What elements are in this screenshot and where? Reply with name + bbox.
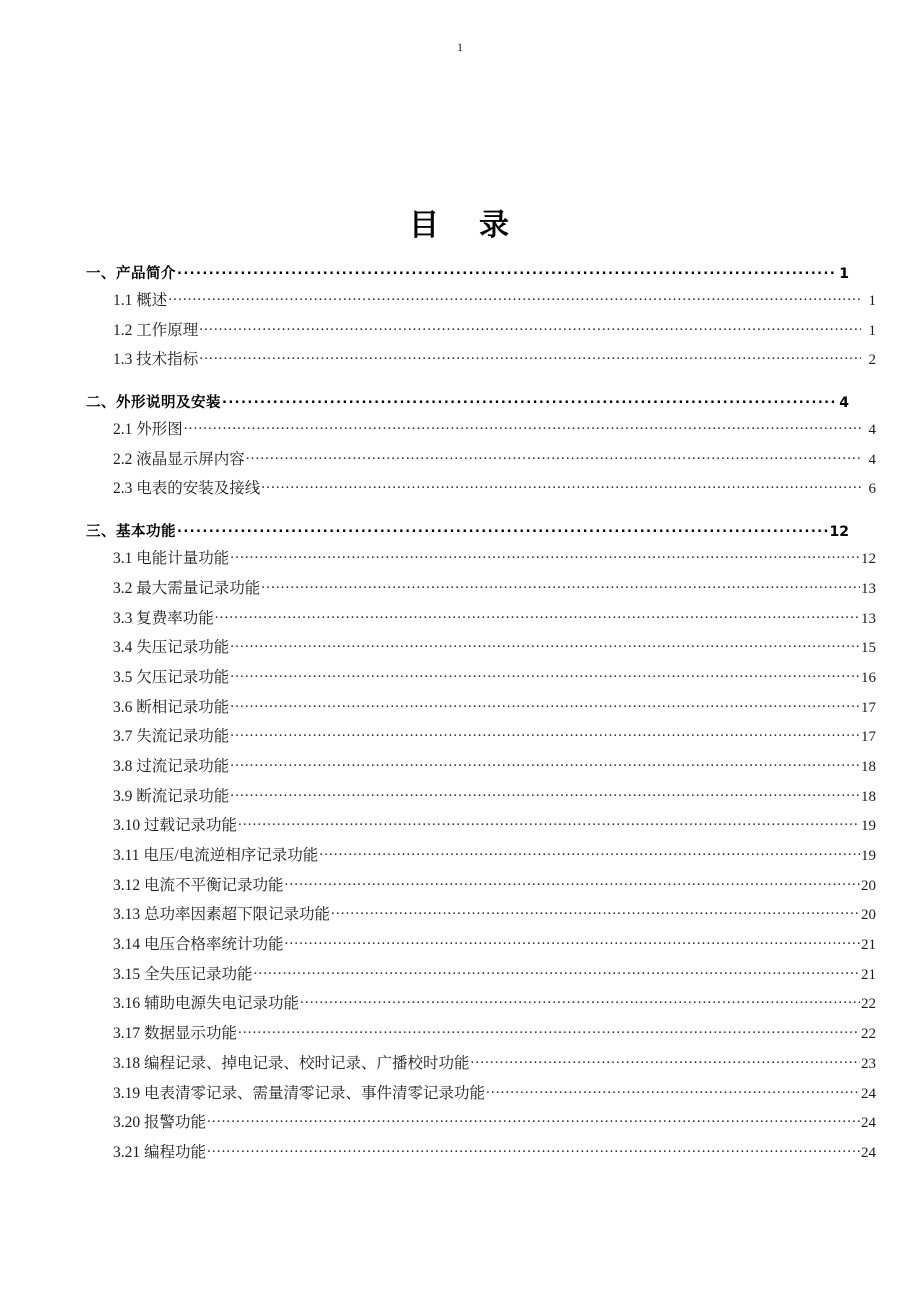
toc-leader-dots [261, 577, 860, 593]
toc-leader-dots [207, 1112, 860, 1128]
toc-entry[interactable] [113, 288, 876, 318]
toc-entry-label: 3.11 电压/电流逆相序记录功能 [113, 847, 319, 864]
toc-entry-label: 3.8 过流记录功能 [113, 757, 230, 775]
toc-entry[interactable] [113, 447, 876, 477]
toc-entry-label: 二、外形说明及安装 [86, 395, 221, 412]
toc-entry[interactable] [113, 902, 876, 932]
toc-leader-dots [471, 1052, 860, 1068]
page-title-char-1: 目 [409, 208, 441, 243]
toc-entry-label: 3.7 失流记录功能 [113, 728, 230, 746]
toc-leader-dots [238, 815, 860, 831]
toc-entry-label: 3.20 报警功能 [113, 1114, 207, 1132]
toc-leader-dots [230, 785, 860, 801]
toc-entry-label: 1.1 概述 [113, 292, 168, 309]
toc-leader-dots [199, 349, 861, 365]
toc-entry-page-number: 6 [868, 481, 876, 498]
toc-entry-page-number: 17 [861, 729, 876, 746]
page-number: 1 [457, 40, 463, 54]
toc-leader-dots [230, 666, 860, 682]
page-title [0, 200, 920, 244]
toc-leader-dots [222, 393, 834, 408]
toc-entry-page-number: 4 [868, 422, 876, 439]
toc-leader-dots [246, 448, 861, 464]
toc-entry[interactable] [113, 546, 876, 576]
toc-leader-dots [177, 264, 834, 279]
toc-entry-label: 3.21 编程功能 [113, 1143, 207, 1161]
toc-entry-page-number: 17 [861, 699, 876, 716]
toc-entry-label: 3.17 数据显示功能 [113, 1025, 238, 1043]
toc-leader-dots [486, 1082, 860, 1098]
toc-leader-dots [215, 607, 860, 623]
toc-entry-page-number: 24 [861, 1144, 876, 1161]
toc-entry-page-number: 21 [861, 966, 876, 983]
toc-entry-label: 3.14 电压合格率统计功能 [113, 936, 284, 954]
toc-entry[interactable] [113, 1110, 876, 1140]
toc-entry[interactable] [113, 843, 876, 873]
toc-entry-label: 2.1 外形图 [113, 421, 183, 439]
toc-entry-label: 3.5 欠压记录功能 [113, 668, 230, 686]
toc-entry[interactable] [113, 318, 876, 348]
toc-entry[interactable] [113, 1051, 876, 1081]
toc-entry[interactable] [86, 258, 849, 288]
toc-entry-label: 3.1 电能计量功能 [113, 550, 230, 568]
toc-leader-dots [207, 1141, 860, 1157]
toc-entry[interactable] [113, 754, 876, 784]
toc-entry-page-number: 15 [861, 640, 876, 657]
toc-entry-label: 3.18 编程记录、掉电记录、校时记录、广播校时功能 [113, 1054, 470, 1072]
toc-entry-page-number: 19 [861, 848, 876, 864]
toc-entry[interactable] [113, 1081, 876, 1111]
toc-entry[interactable] [113, 635, 876, 665]
toc-leader-dots [177, 522, 829, 537]
toc-entry-page-number: 22 [861, 1026, 876, 1043]
toc-entry-page-number: 4 [839, 395, 849, 412]
toc-entry-page-number: 1 [839, 266, 849, 282]
toc-leader-dots [300, 993, 860, 1009]
toc-entry-page-number: 12 [829, 524, 849, 541]
toc-entry-label: 3.4 失压记录功能 [113, 639, 230, 657]
toc-entry[interactable] [113, 417, 876, 447]
toc-entry-page-number: 13 [861, 610, 876, 627]
toc-entry-page-number: 24 [861, 1085, 876, 1102]
toc-entry-page-number: 1 [868, 322, 876, 339]
toc-entry[interactable] [113, 962, 876, 992]
toc-entry-page-number: 24 [861, 1115, 876, 1132]
toc-entry-label: 1.3 技术指标 [113, 351, 199, 369]
toc-entry[interactable] [113, 932, 876, 962]
toc-leader-dots [285, 934, 860, 950]
toc-entry-label: 三、基本功能 [86, 524, 176, 541]
toc-entry-page-number: 13 [861, 580, 876, 597]
toc-leader-dots [254, 963, 860, 979]
toc-entry-label: 1.2 工作原理 [113, 321, 199, 339]
toc-entry-label: 3.10 过载记录功能 [113, 817, 238, 835]
toc-entry[interactable] [113, 576, 876, 606]
toc-entry-page-number: 20 [861, 907, 876, 924]
toc-entry-label: 3.3 复费率功能 [113, 609, 214, 627]
toc-entry-page-number: 20 [861, 877, 876, 894]
toc-leader-dots [230, 755, 860, 771]
toc-entry[interactable] [113, 991, 876, 1021]
toc-entry[interactable] [113, 665, 876, 695]
toc-entry[interactable] [113, 695, 876, 725]
toc-entry[interactable] [113, 784, 876, 814]
toc-entry[interactable] [113, 476, 876, 506]
toc-entry-label: 3.2 最大需量记录功能 [113, 579, 261, 597]
toc-entry-page-number: 18 [861, 788, 876, 805]
toc-entry-page-number: 19 [861, 818, 876, 835]
toc-entry-label: 3.9 断流记录功能 [113, 787, 230, 805]
table-of-contents [0, 258, 920, 1170]
page-title-char-2: 录 [479, 208, 511, 243]
toc-entry-label: 3.6 断相记录功能 [113, 698, 230, 716]
toc-leader-dots [168, 290, 861, 306]
toc-entry[interactable] [113, 813, 876, 843]
toc-entry-label: 3.16 辅助电源失电记录功能 [113, 995, 300, 1013]
toc-entry-page-number: 4 [868, 451, 876, 468]
toc-entry-page-number: 22 [861, 996, 876, 1013]
toc-entry-label: 3.15 全失压记录功能 [113, 965, 253, 983]
toc-entry[interactable] [113, 724, 876, 754]
toc-leader-dots [230, 548, 860, 564]
toc-entry-label: 3.19 电表清零记录、需量清零记录、事件清零记录功能 [113, 1084, 486, 1102]
toc-entry-label: 3.12 电流不平衡记录功能 [113, 876, 284, 894]
toc-leader-dots [331, 904, 860, 920]
toc-leader-dots [261, 478, 861, 494]
toc-entry-label: 一、产品简介 [86, 266, 176, 282]
toc-leader-dots [230, 637, 860, 653]
toc-entry-page-number: 21 [861, 937, 876, 954]
toc-leader-dots [199, 319, 861, 335]
toc-entry-page-number: 23 [861, 1055, 876, 1072]
toc-entry-page-number: 18 [861, 758, 876, 775]
toc-leader-dots [184, 419, 861, 435]
toc-entry[interactable] [86, 387, 849, 417]
toc-entry[interactable] [113, 606, 876, 636]
toc-leader-dots [238, 1023, 860, 1039]
toc-leader-dots [319, 845, 860, 861]
toc-entry[interactable] [113, 1140, 876, 1170]
toc-leader-dots [230, 696, 860, 712]
toc-entry-label: 2.3 电表的安装及接线 [113, 480, 261, 498]
toc-entry-page-number: 12 [861, 551, 876, 568]
toc-entry[interactable] [86, 516, 849, 546]
toc-entry-page-number: 1 [868, 293, 876, 309]
toc-entry[interactable] [113, 347, 876, 377]
toc-entry[interactable] [113, 873, 876, 903]
toc-entry-label: 2.2 液晶显示屏内容 [113, 450, 245, 468]
toc-entry-label: 3.13 总功率因素超下限记录功能 [113, 906, 331, 924]
toc-entry-page-number: 16 [861, 669, 876, 686]
toc-leader-dots [285, 874, 860, 890]
toc-entry-page-number: 2 [868, 352, 876, 369]
toc-entry[interactable] [113, 1021, 876, 1051]
toc-leader-dots [230, 726, 860, 742]
